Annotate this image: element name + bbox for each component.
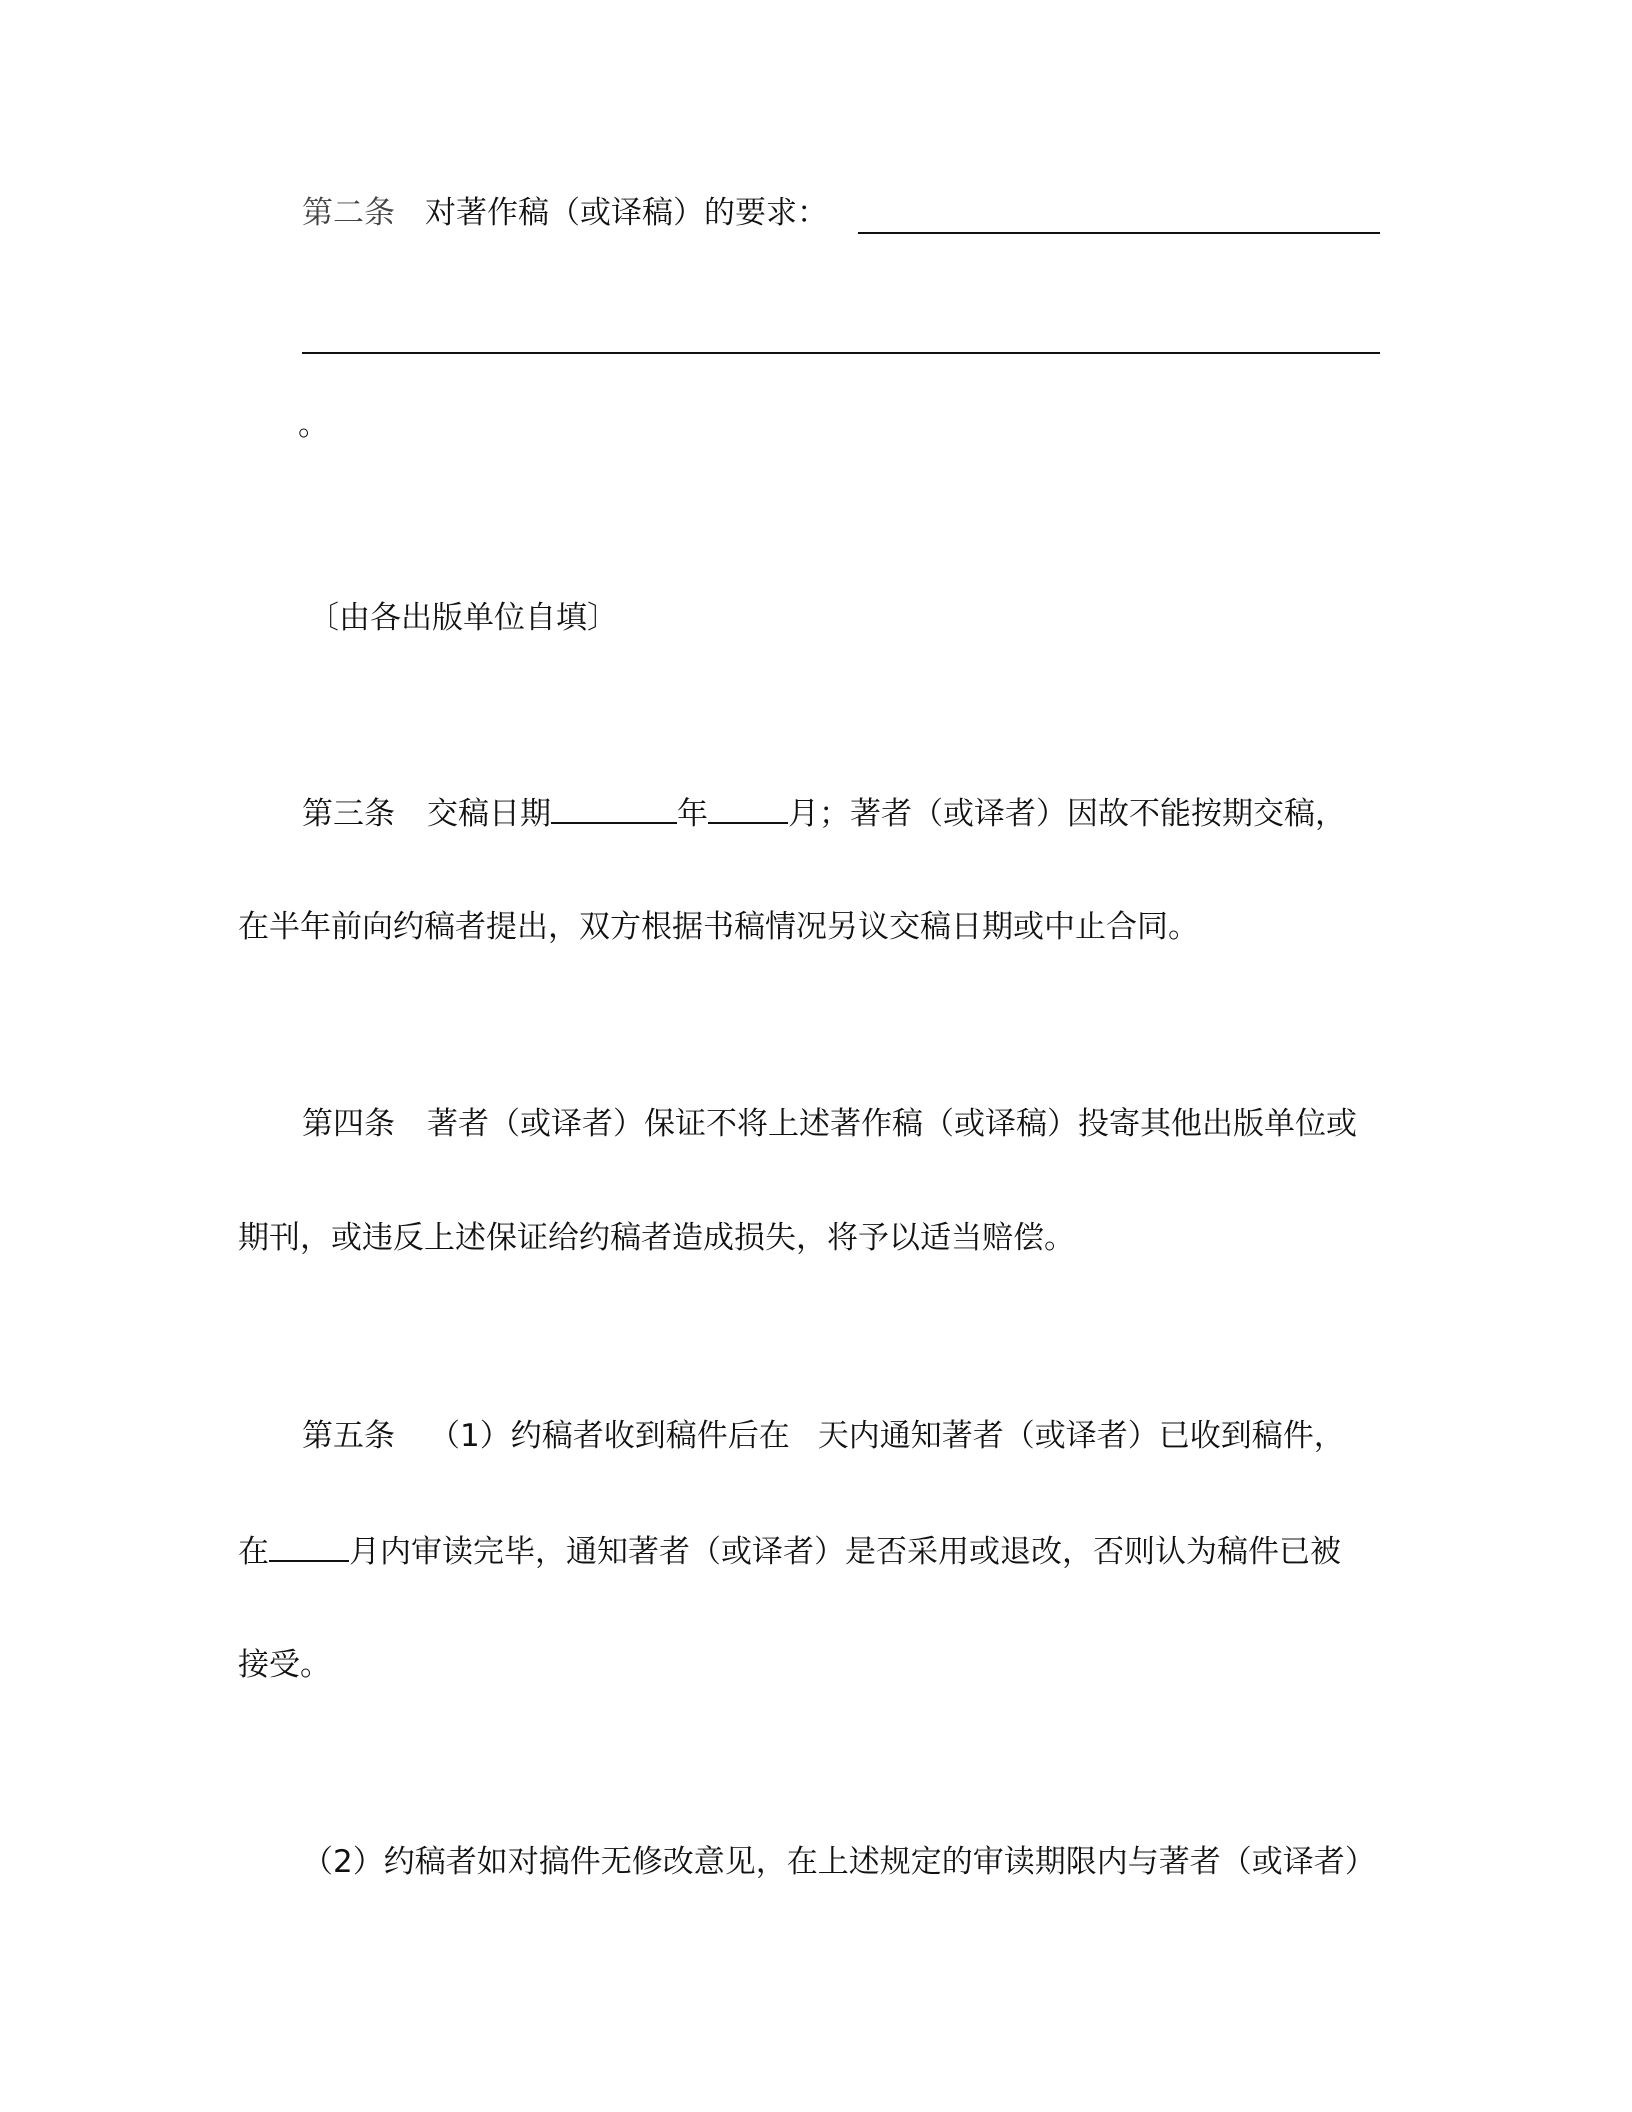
article5-text-b: 天内通知著者（或译者）已收到稿件， [817, 1418, 1345, 1454]
article3-text-b: 年 [677, 796, 708, 832]
article4-label: 第四条 [302, 1106, 395, 1142]
article3-text-a: 交稿日期 [427, 796, 551, 832]
article5-months-blank[interactable] [269, 1530, 349, 1562]
article3-year-blank[interactable] [551, 792, 677, 824]
article5-line2-b: 月内审读完毕，通知著者（或译者）是否采用或退改，否则认为稿件已被 [349, 1534, 1341, 1570]
article2-end-mark: 。 [298, 407, 329, 443]
article2-blank-line1[interactable] [858, 232, 1380, 234]
article2-blank-line2[interactable] [302, 352, 1380, 354]
article5-text-a: （1）约稿者收到稿件后在 [429, 1418, 790, 1454]
article3-line2: 在半年前向约稿者提出，双方根据书稿情况另议交稿日期或中止合同。 [238, 909, 1199, 945]
article5-item2: （2）约稿者如对搞件无修改意见，在上述规定的审读期限内与著者（或译者） [302, 1844, 1376, 1880]
article2-note: 〔由各出版单位自填〕 [308, 600, 618, 636]
article2-line1 [302, 193, 828, 233]
article4-line2: 期刊，或违反上述保证给约稿者造成损失，将予以适当赔偿。 [238, 1220, 1075, 1256]
article3-line1 [302, 792, 1346, 834]
article5-line3: 接受。 [238, 1647, 331, 1683]
article2-label: 第二条 [302, 195, 395, 231]
article3-month-blank[interactable] [708, 792, 788, 824]
article3-label: 第三条 [302, 796, 395, 832]
article4-line1 [302, 1104, 1357, 1144]
article3-text-c: 月；著者（或译者）因故不能按期交稿， [788, 796, 1346, 832]
article5-label: 第五条 [302, 1418, 395, 1454]
article4-line1-text: 著者（或译者）保证不将上述著作稿（或译稿）投寄其他出版单位或 [427, 1106, 1357, 1142]
article5-line2 [238, 1530, 1341, 1572]
article5-line1 [302, 1416, 1345, 1456]
article5-line2-a: 在 [238, 1534, 269, 1570]
article2-text: 对著作稿（或译稿）的要求： [425, 195, 828, 231]
